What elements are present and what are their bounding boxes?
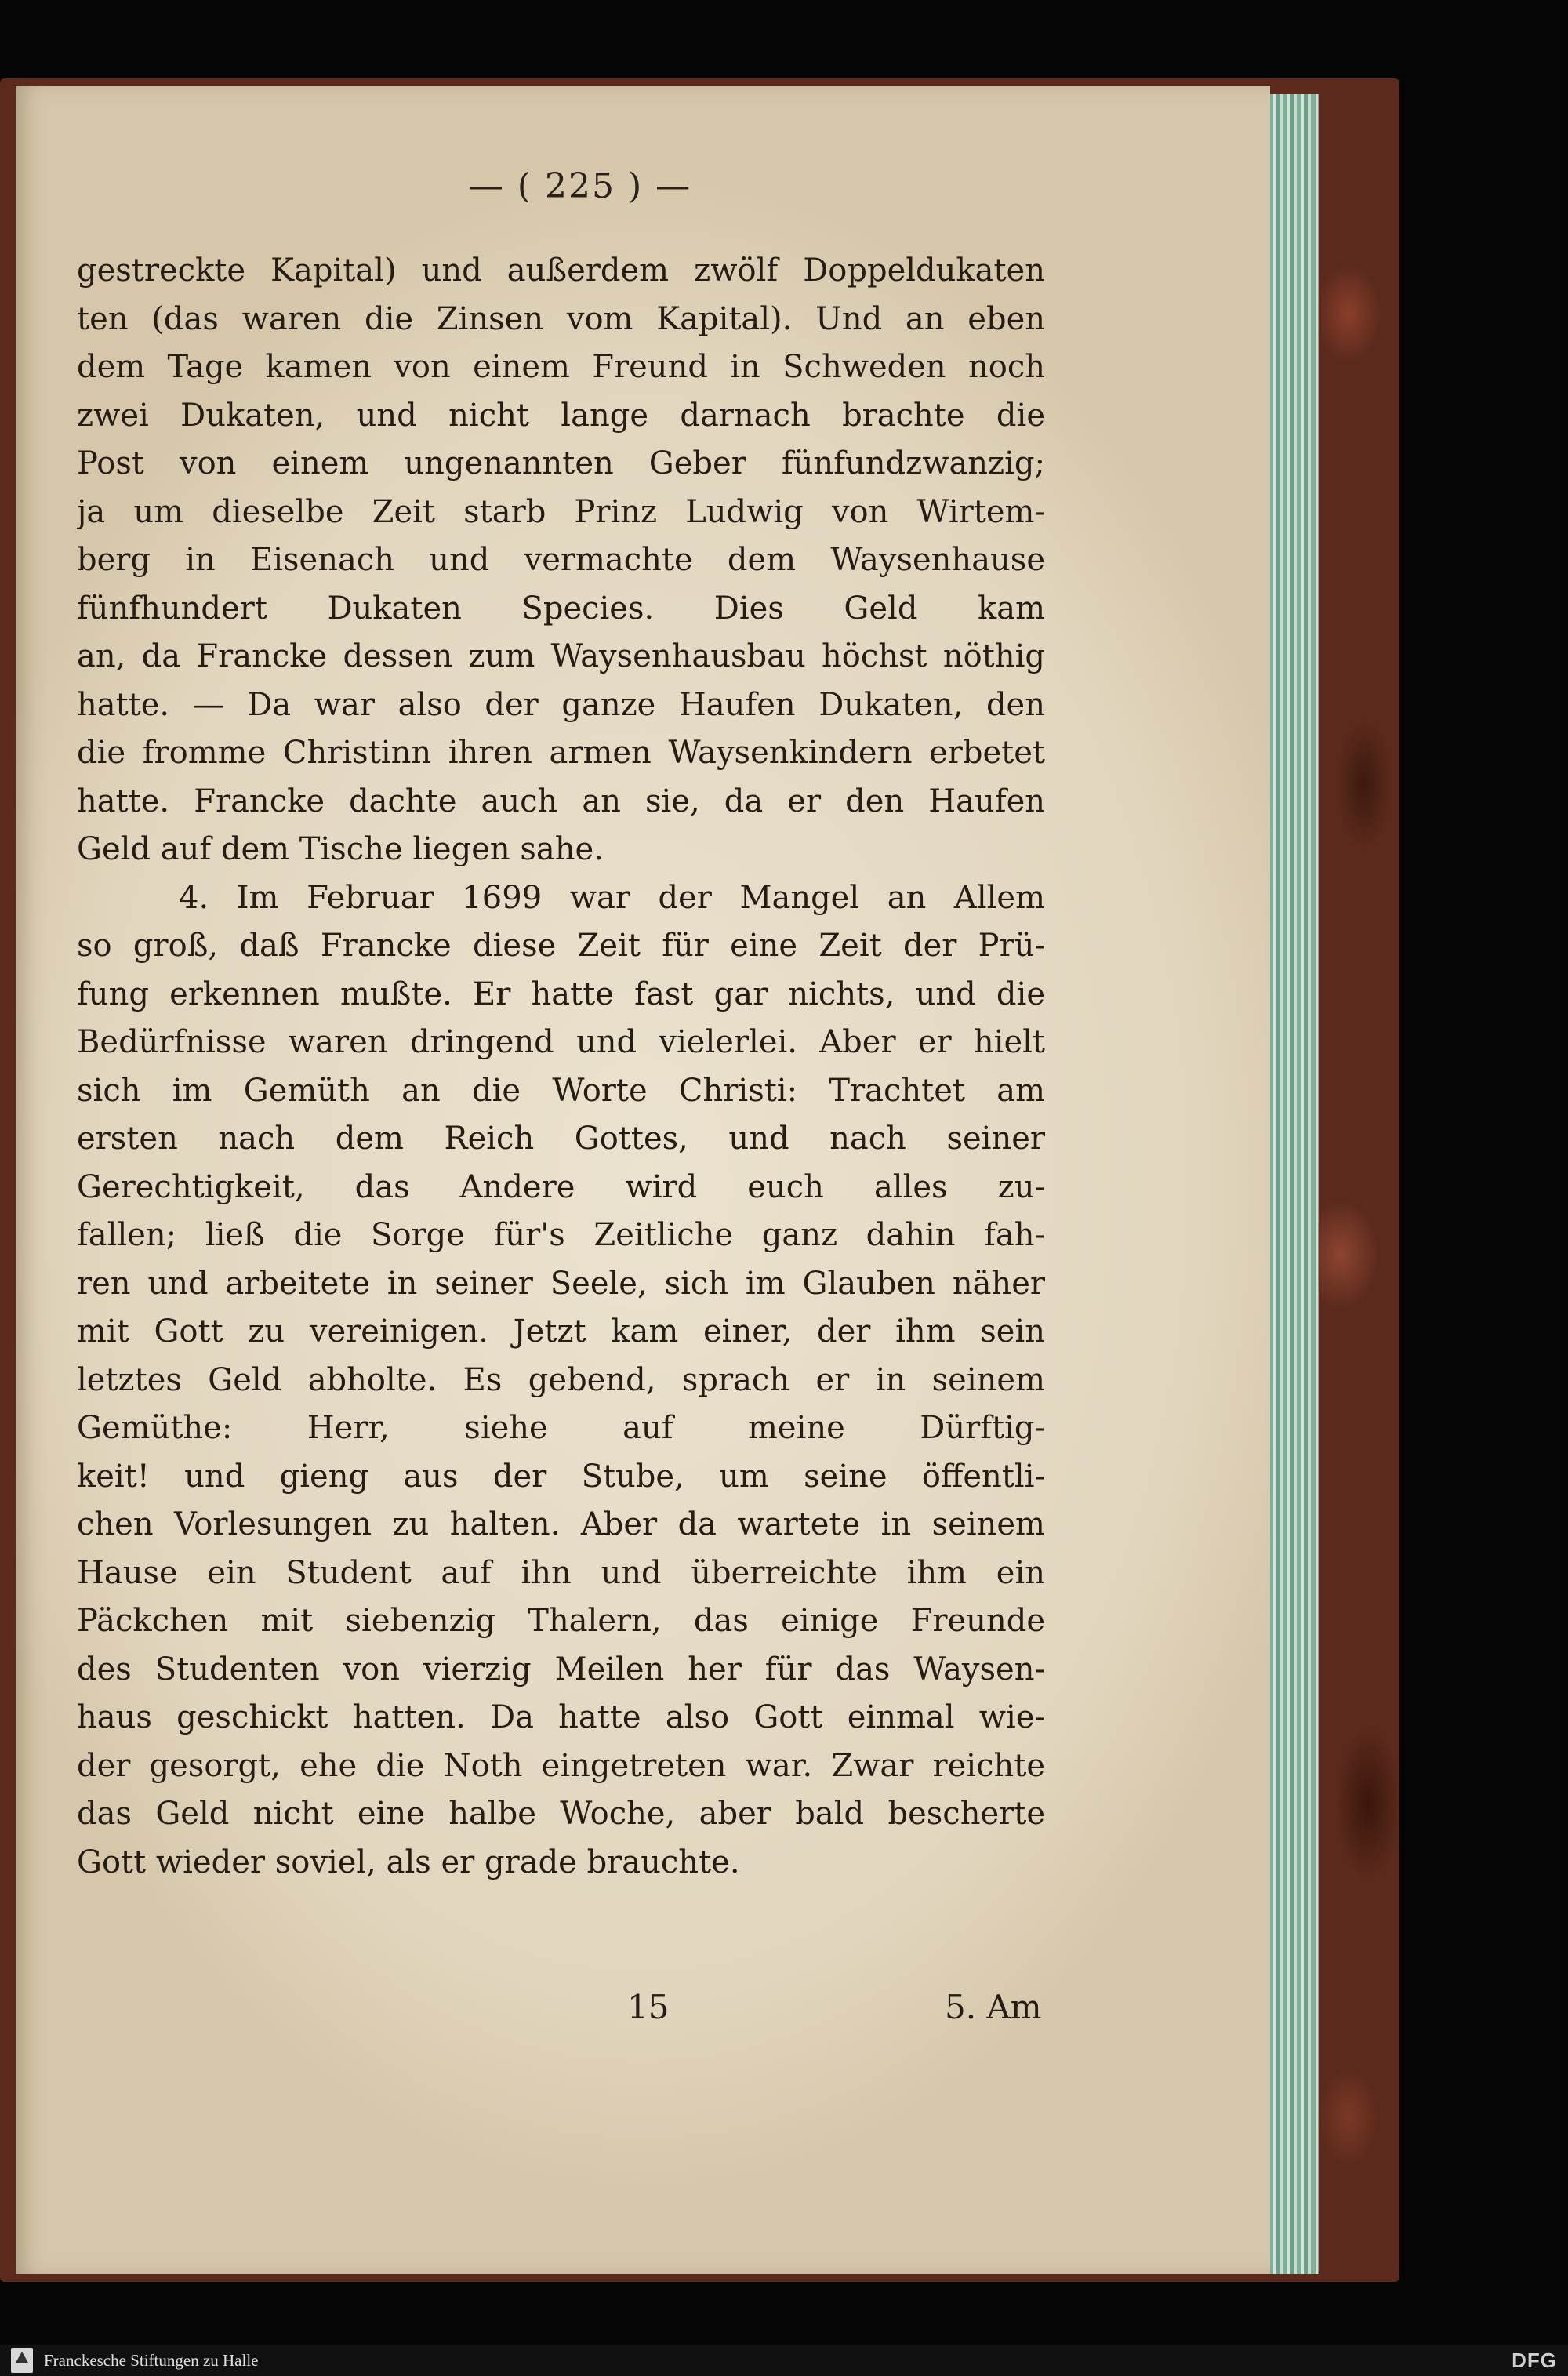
text-line-21: fallen; ließ die Sorge für's Zeitliche ganz dahin fah-: [77, 1217, 1045, 1253]
page-number-header: — ( 225 ) —: [468, 166, 692, 206]
text-line-25: Gemüthe: Herr, siehe auf meine Dürftig-: [77, 1410, 1045, 1446]
text-line-29: Päckchen mit siebenzig Thalern, das einige Freunde: [77, 1603, 1045, 1639]
text-line-11: die fromme Christinn ihren armen Waysenkindern erbetet: [77, 735, 1045, 771]
text-line-22: ren und arbeitete in seiner Seele, sich im Glauben näher: [77, 1265, 1045, 1302]
text-line-30: des Studenten von vierzig Meilen her für das Waysen-: [77, 1651, 1045, 1688]
text-line-4: zwei Dukaten, und nicht lange darnach brachte die: [77, 397, 1045, 434]
text-line-27: chen Vorlesungen zu halten. Aber da wartete in seinem: [77, 1506, 1045, 1542]
text-line-3: dem Tage kamen von einem Freund in Schweden noch: [77, 349, 1045, 385]
text-line-24: letztes Geld abholte. Es gebend, sprach er in seinem: [77, 1361, 1045, 1398]
text-line-16: fung erkennen mußte. Er hatte fast gar nichts, und die: [77, 975, 1045, 1012]
text-line-15: so groß, daß Francke diese Zeit für eine Zeit der Prü-: [77, 928, 1045, 964]
text-line-8: fünfhundert Dukaten Species. Dies Geld kam: [77, 590, 1045, 627]
text-line-34: Gott wieder soviel, als er grade brauchte.: [77, 1844, 740, 1880]
text-line-9: an, da Francke dessen zum Waysenhausbau höchst nöthig: [77, 638, 1045, 674]
text-line-26: keit! und gieng aus der Stube, um seine öffentli-: [77, 1458, 1045, 1495]
institution-logo-icon: [11, 2348, 33, 2373]
signature-mark: 15: [627, 1988, 670, 2026]
text-line-31: haus geschickt hatten. Da hatte also Gott einmal wie-: [77, 1699, 1045, 1735]
text-line-18: sich im Gemüth an die Worte Christi: Trachtet am: [77, 1072, 1045, 1109]
footer-bar: [0, 2345, 1568, 2376]
body-text: [77, 247, 1045, 1887]
text-line-2: ten (das waren die Zinsen vom Kapital). Und an eben: [77, 300, 1045, 337]
text-line-19: ersten nach dem Reich Gottes, und nach seiner: [77, 1121, 1045, 1157]
catchword: 5. Am: [945, 1988, 1042, 2026]
text-line-32: der gesorgt, ehe die Noth eingetreten war. Zwar reichte: [77, 1747, 1045, 1784]
institution-name: Franckesche Stiftungen zu Halle: [44, 2351, 259, 2370]
text-line-20: Gerechtigkeit, das Andere wird euch alles zu-: [77, 1168, 1045, 1205]
text-line-12: hatte. Francke dachte auch an sie, da er den Haufen: [77, 783, 1045, 819]
text-line-7: berg in Eisenach und vermachte dem Waysenhause: [77, 542, 1045, 578]
text-line-14: 4. Im Februar 1699 war der Mangel an Allem: [179, 879, 1045, 916]
text-line-5: Post von einem ungenannten Geber fünfundzwanzig;: [77, 445, 1045, 481]
text-line-6: ja um dieselbe Zeit starb Prinz Ludwig von Wirtem-: [77, 493, 1045, 530]
text-line-13: Geld auf dem Tische liegen sahe.: [77, 831, 604, 867]
text-line-1: gestreckte Kapital) und außerdem zwölf Doppeldukaten: [77, 252, 1045, 289]
text-line-10: hatte. — Da war also der ganze Haufen Dukaten, den: [77, 686, 1045, 723]
text-line-23: mit Gott zu vereinigen. Jetzt kam einer, der ihm sein: [77, 1313, 1045, 1350]
text-line-17: Bedürfnisse waren dringend und vielerlei. Aber er hielt: [77, 1024, 1045, 1060]
text-line-33: das Geld nicht eine halbe Woche, aber bald bescherte: [77, 1796, 1045, 1832]
text-line-28: Hause ein Student auf ihn und überreichte ihm ein: [77, 1554, 1045, 1591]
funder-logo: DFG: [1512, 2349, 1557, 2372]
